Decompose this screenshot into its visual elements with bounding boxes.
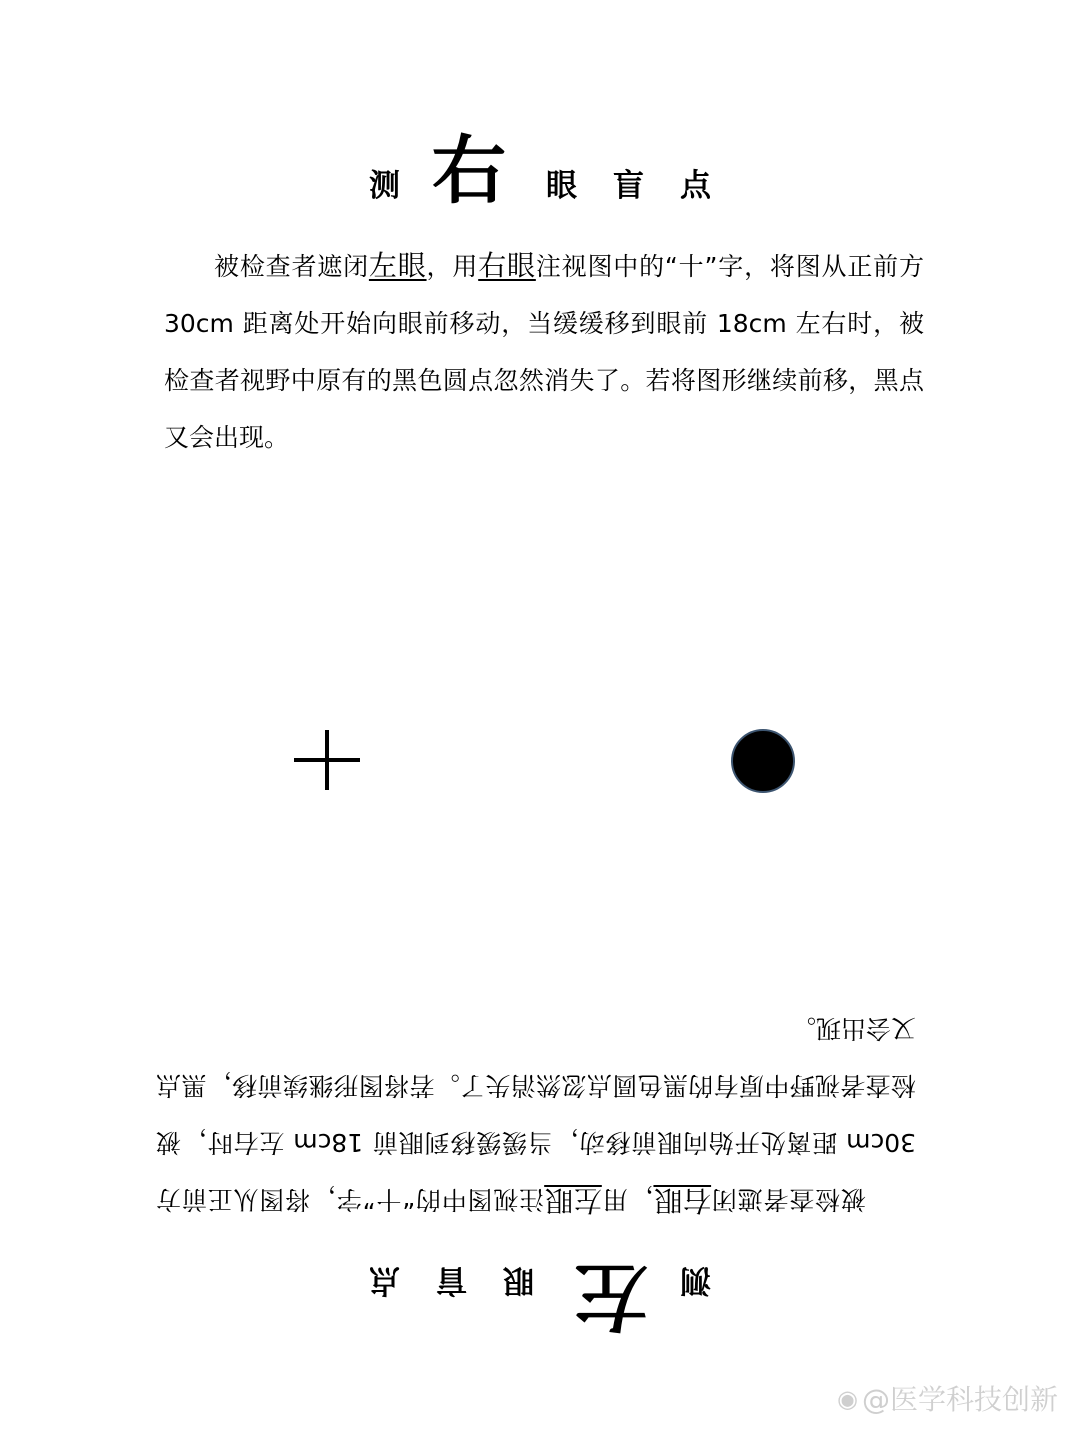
weibo-icon: ◉	[837, 1385, 858, 1413]
instruction-paragraph-rotated	[156, 1000, 916, 1229]
para-text-2: ，用	[601, 1185, 654, 1214]
right-eye-section	[0, 0, 1080, 460]
title-eye: 左	[574, 1252, 648, 1338]
test-eye: 右眼	[478, 249, 536, 282]
title-char-3: 点	[680, 168, 711, 204]
instruction-paragraph	[164, 237, 924, 466]
title-eye: 右	[432, 128, 506, 214]
title-char-1: 眼	[503, 1262, 534, 1298]
cross-vertical-bar	[325, 730, 329, 790]
watermark	[837, 1378, 1058, 1418]
black-dot	[731, 729, 795, 793]
para-text-1: 被检查者遮闭	[711, 1185, 866, 1214]
para-text-2: ，用	[426, 252, 479, 281]
title-char-1: 眼	[546, 168, 577, 204]
para-text-1: 被检查者遮闭	[214, 252, 369, 281]
title-char-2: 盲	[436, 1262, 467, 1298]
test-eye: 左眼	[544, 1184, 602, 1217]
title-prefix: 测	[680, 1262, 711, 1298]
para-text-3: 注视图中的“十”字，将图从正前方 30cm 距离处开始向眼前移动，当缓缓移到眼前 18cm 左右时，被检查者视野中原有的黑色圆点忽然消失了。若将图形继续前移，黑点又会出现。	[156, 1014, 916, 1214]
covered-eye: 左眼	[368, 249, 427, 282]
title-char-3: 点	[369, 1262, 400, 1298]
title-prefix: 测	[369, 168, 400, 204]
watermark-text: @医学科技创新	[861, 1383, 1058, 1416]
page-title-rotated	[0, 1248, 1080, 1354]
para-text-3: 注视图中的“十”字，将图从正前方 30cm 距离处开始向眼前移动，当缓缓移到眼前 18cm 左右时，被检查者视野中原有的黑色圆点忽然消失了。若将图形继续前移，黑点又会出现。	[164, 252, 924, 452]
title-char-2: 盲	[613, 168, 644, 204]
left-eye-section	[0, 980, 1080, 1360]
page-title	[0, 112, 1080, 218]
covered-eye: 右眼	[653, 1184, 712, 1217]
